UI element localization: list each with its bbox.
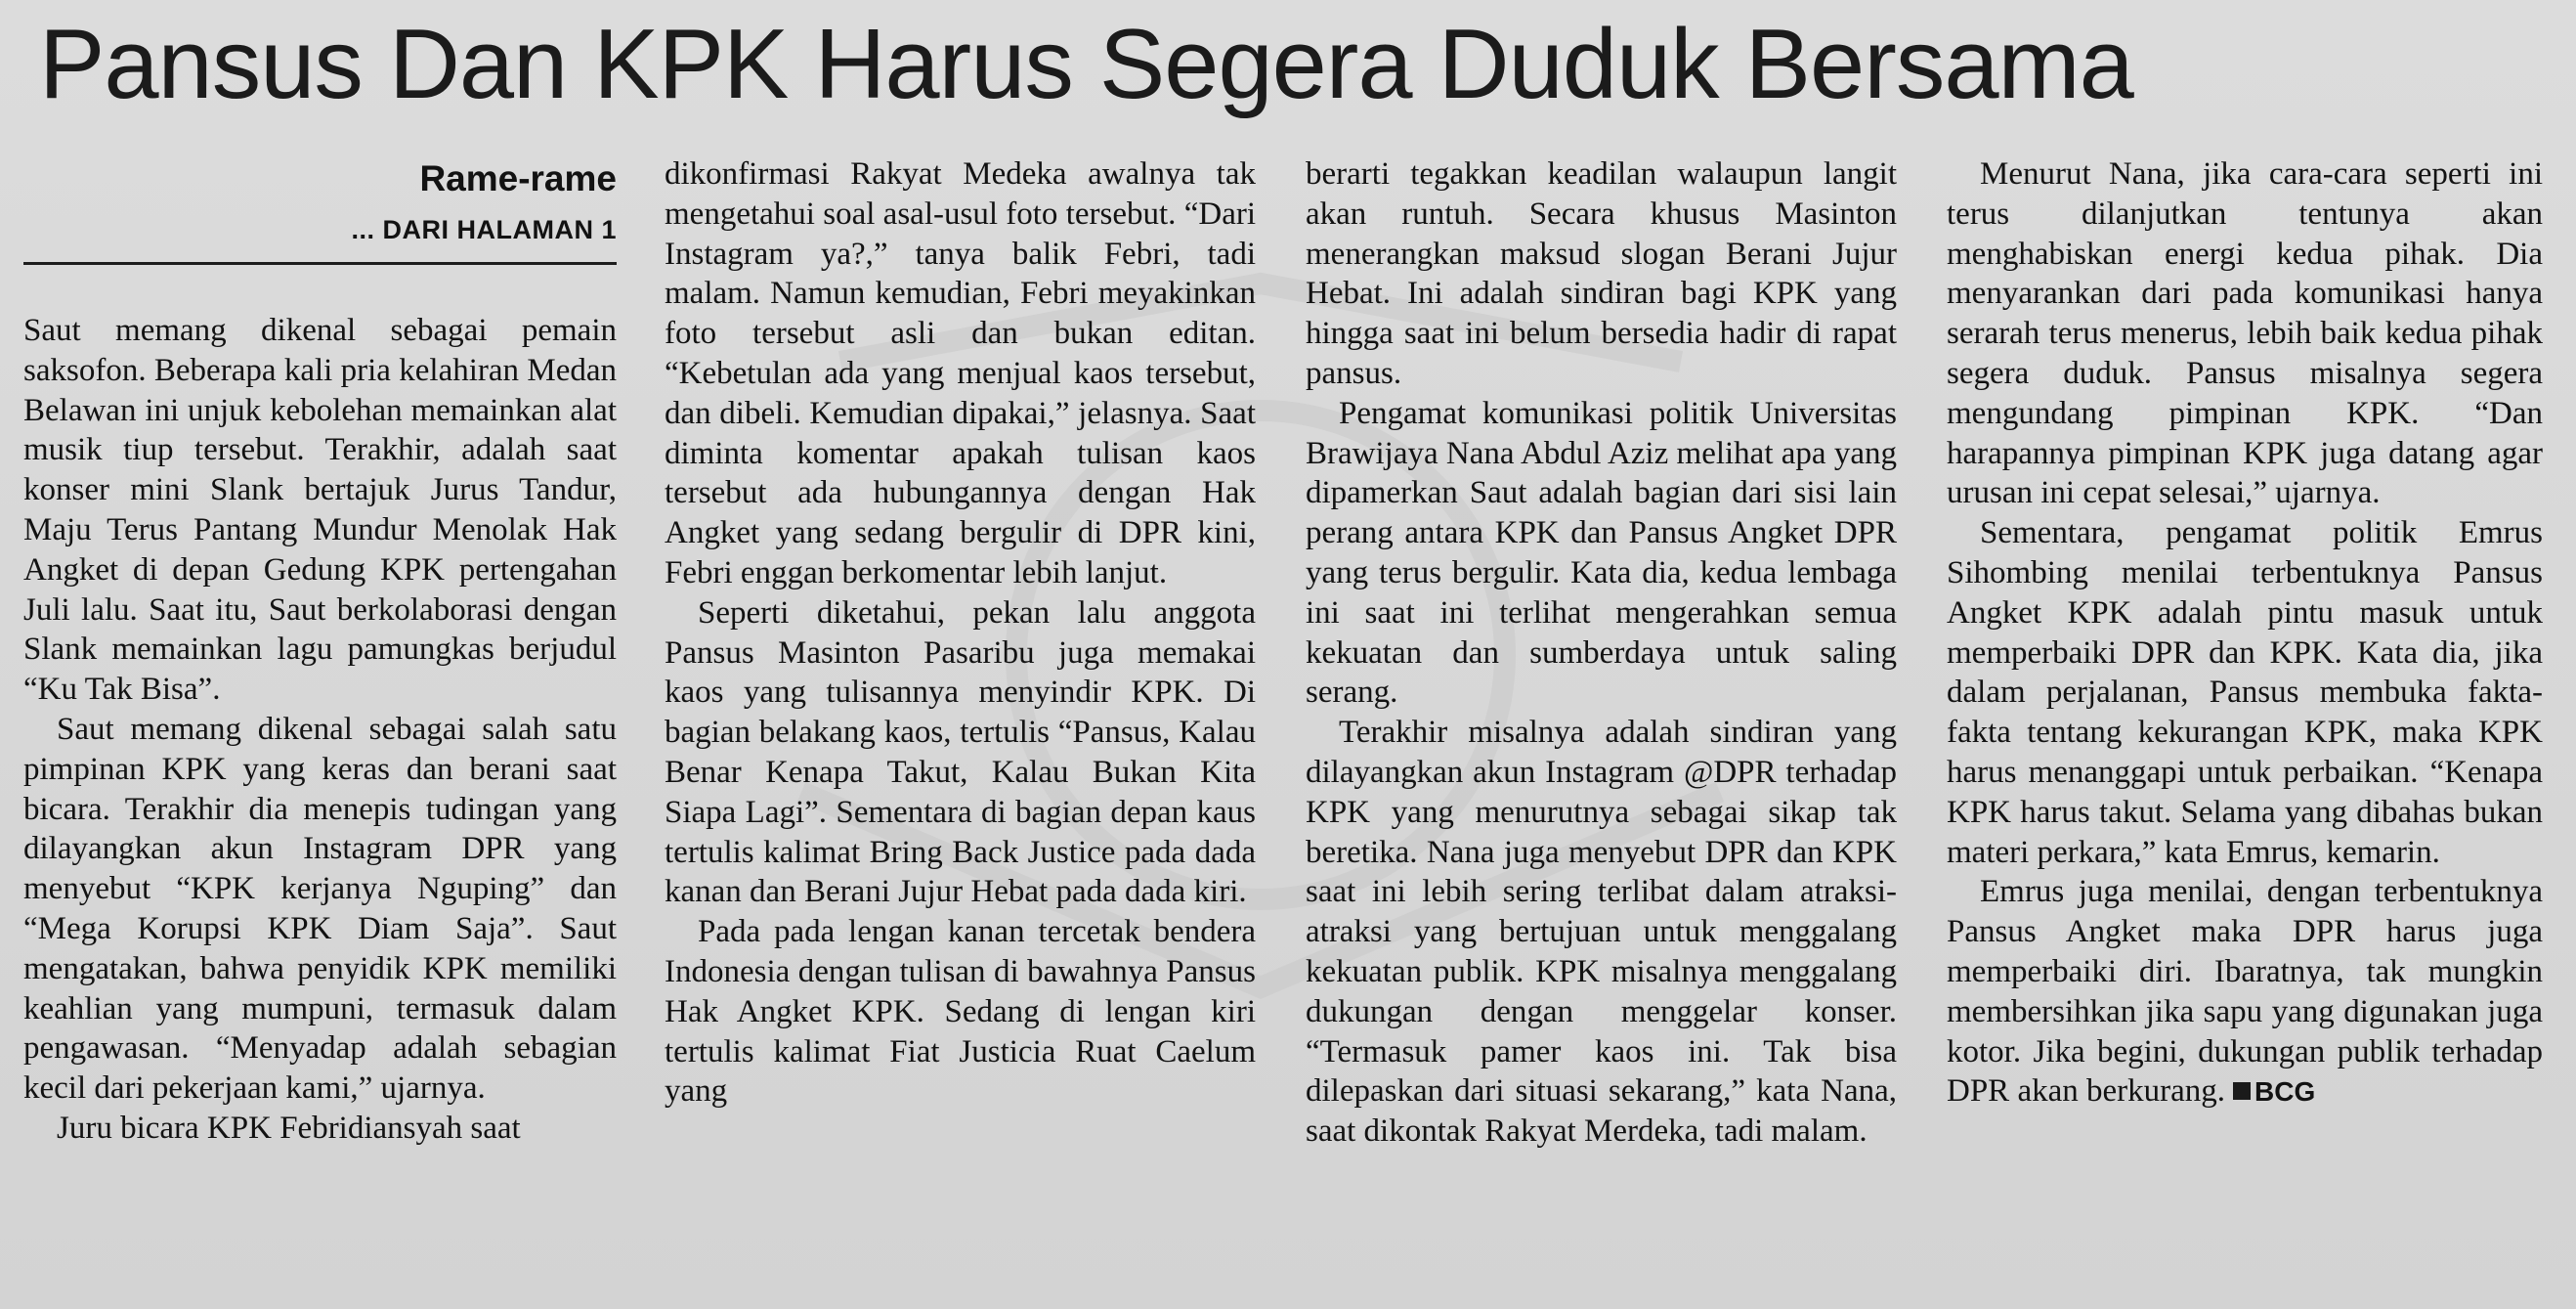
paragraph-final (1947, 872, 2543, 1113)
paragraph-text: Emrus juga menilai, dengan terbentuknya Pansus Angket maka DPR harus juga memperbaiki diri. Ibaratnya, tak mungkin membersihkan jika sapu yang digunakan juga kotor. Jika begini, dukungan publik terhadap DPR akan berkurang. (1947, 874, 2543, 1110)
section-kicker (23, 156, 617, 250)
byline: BCG (2254, 1076, 2316, 1108)
column-2 (665, 154, 1256, 1303)
paragraph: Seperti diketahui, pekan lalu anggota Pansus Masinton Pasaribu juga memakai kaos yang tulisannya menyindir KPK. Di bagian belakang kaos, tertulis “Pansus, Kalau Benar Kenapa Takut, Kalau Bukan Kita Siapa Lagi”. Sementara di bagian depan kaus tertulis kalimat Bring Back Justice pada dada kanan dan Berani Jujur Hebat pada dada kiri. (665, 594, 1256, 910)
kicker-divider (23, 262, 617, 265)
paragraph: Menurut Nana, jika cara-cara seperti ini terus dilanjutkan tentunya akan menghabiskan energi kedua pihak. Dia menyarankan dari pada komunikasi hanya serarah terus menerus, lebih baik kedua pihak segera duduk. Pansus misalnya segera mengundang pimpinan KPK. “Dan harapannya pimpinan KPK juga datang agar urusan ini cepat selesai,” ujarnya. (1947, 156, 2543, 511)
paragraph: Pada pada lengan kanan tercetak bendera Indonesia dengan tulisan di bawahnya Pansus Hak Angket KPK. Sedang di lengan kiri tertulis kalimat Fiat Justicia Ruat Caelum yang (665, 914, 1256, 1110)
paragraph: dikonfirmasi Rakyat Medeka awalnya tak mengetahui soal asal-usul foto tersebut. “Dari Instagram ya?,” tanya balik Febri, tadi malam. Namun kemudian, Febri meyakinkan foto tersebut asli dan bukan editan. “Kebetulan ada yang menjual kaos tersebut, dan dibeli. Kemudian dipakai,” jelasnya. Saat diminta komentar apakah tulisan kaos tersebut ada hubungannya dengan Hak Angket yang sedang bergulir di DPR kini, Febri enggan berkomentar lebih lanjut. (665, 156, 1256, 590)
end-mark-icon (2233, 1082, 2251, 1100)
headline: Pansus Dan KPK Harus Segera Duduk Bersama (39, 10, 2133, 119)
column-3 (1306, 154, 1897, 1303)
paragraph: berarti tegakkan keadilan walaupun langit akan runtuh. Secara khusus Masinton menerangkan maksud slogan Berani Jujur Hebat. Ini adalah sindiran bagi KPK yang hingga saat ini belum bersedia hadir di rapat pansus. (1306, 156, 1897, 391)
paragraph: Pengamat komunikasi politik Universitas Brawijaya Nana Abdul Aziz melihat apa yang dipamerkan Saut adalah bagian dari sisi lain perang antara KPK dan Pansus Angket DPR yang terus bergulir. Kata dia, kedua lembaga ini saat ini terlihat mengerahkan semua kekuatan dan sumberdaya untuk saling serang. (1306, 395, 1897, 711)
paragraph: Sementara, pengamat politik Emrus Sihombing menilai terbentuknya Pansus Angket KPK adalah pintu masuk untuk memperbaiki DPR dan KPK. Kata dia, jika dalam perjalanan, Pansus membuka fakta-fakta tentang kekurangan KPK, maka KPK harus menanggapi untuk perbaikan. “Kenapa KPK harus takut. Selama yang dibahas bukan materi perkara,” kata Emrus, kemarin. (1947, 515, 2543, 870)
kicker-continuation: ... DARI HALAMAN 1 (351, 215, 617, 244)
kicker-title: Rame-rame (419, 158, 617, 198)
paragraph: Saut memang dikenal sebagai pemain saksofon. Beberapa kali pria kelahiran Medan Belawan ini unjuk kebolehan memainkan alat musik tiup tersebut. Terakhir, adalah saat konser mini Slank bertajuk Jurus Tandur, Maju Terus Pantang Mundur Menolak Hak Angket di depan Gedung KPK pertengahan Juli lalu. Saat itu, Saut berkolaborasi dengan Slank memainkan lagu pamungkas berjudul “Ku Tak Bisa”. (23, 313, 617, 708)
paragraph: Saut memang dikenal sebagai salah satu pimpinan KPK yang keras dan berani saat bicara. Terakhir dia menepis tudingan yang dilayangkan akun Instagram DPR yang menyebut “KPK kerjanya Nguping” dan “Mega Korupsi KPK Diam Saja”. Saut mengatakan, bahwa penyidik KPK memiliki keahlian yang mumpuni, termasuk dalam pengawasan. “Menyadap adalah sebagian kecil dari pekerjaan kami,” ujarnya. (23, 711, 617, 1107)
column-4 (1947, 154, 2543, 1303)
paragraph: Terakhir misalnya adalah sindiran yang dilayangkan akun Instagram @DPR terhadap KPK yang menurutnya sebagai sikap tak beretika. Nana juga menyebut DPR dan KPK saat ini lebih sering terlibat dalam atraksi-atraksi yang bertujuan untuk menggalang kekuatan publik. KPK misalnya menggalang dukungan dengan menggelar konser. “Termasuk pamer kaos ini. Tak bisa dilepaskan dari situasi sekarang,” kata Nana, saat dikontak Rakyat Merdeka, tadi malam. (1306, 715, 1897, 1150)
paragraph: Juru bicara KPK Febridiansyah saat (57, 1110, 521, 1146)
column-1 (23, 311, 617, 1308)
